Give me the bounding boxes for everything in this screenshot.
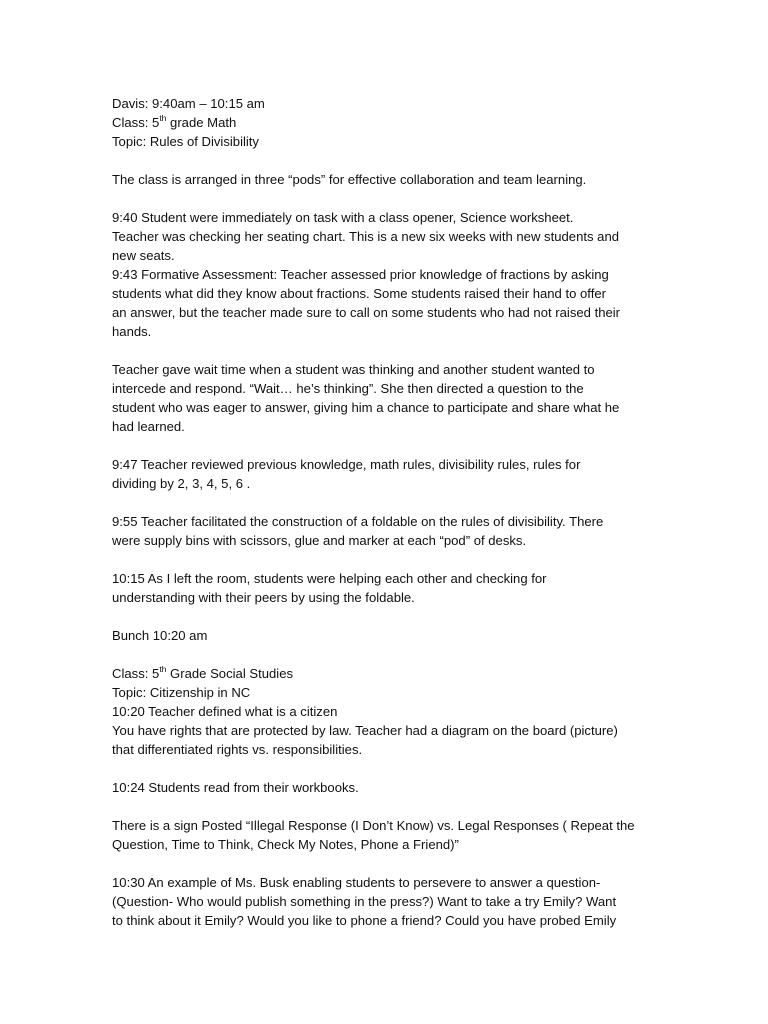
paragraph-line: You have rights that are protected by law. Teacher had a diagram on the board (picture) (112, 723, 618, 738)
class-line: Class: 5th grade Math (112, 112, 237, 130)
session-time: Bunch 10:20 am (112, 628, 208, 643)
paragraph-line: understanding with their peers by using the foldable. (112, 590, 415, 605)
class-line: Class: 5th Grade Social Studies (112, 663, 294, 681)
paragraph-line: 9:43 Formative Assessment: Teacher assessed prior knowledge of fractions by asking (112, 267, 609, 282)
topic-line: Topic: Rules of Divisibility (112, 134, 259, 149)
paragraph-line: Teacher gave wait time when a student was thinking and another student wanted to (112, 362, 595, 377)
ordinal-suffix: th (159, 663, 167, 674)
paragraph-line: 9:40 Student were immediately on task with a class opener, Science worksheet. (112, 210, 574, 225)
paragraph-line: 9:47 Teacher reviewed previous knowledge, math rules, divisibility rules, rules for (112, 457, 581, 472)
topic-line: Topic: Citizenship in NC (112, 685, 251, 700)
paragraph-line: an answer, but the teacher made sure to call on some students who had not raised their (112, 305, 621, 320)
paragraph-line: 10:30 An example of Ms. Busk enabling students to persevere to answer a question- (112, 875, 601, 890)
paragraph-line: Teacher was checking her seating chart. This is a new six weeks with new students and (112, 229, 620, 244)
paragraph-line: to think about it Emily? Would you like to phone a friend? Could you have probed Emily (112, 913, 617, 928)
intro-paragraph: The class is arranged in three “pods” for effective collaboration and team learning. (112, 172, 587, 187)
paragraph-line: students what did they know about fractions. Some students raised their hand to offer (112, 286, 606, 301)
paragraph-line: dividing by 2, 3, 4, 5, 6 . (112, 476, 251, 491)
paragraph-line: (Question- Who would publish something in the press?) Want to take a try Emily? Want (112, 894, 617, 909)
paragraph-line: Question, Time to Think, Check My Notes, Phone a Friend)” (112, 837, 459, 852)
paragraph-line: intercede and respond. “Wait… he’s thinking”. She then directed a question to the (112, 381, 584, 396)
paragraph-line: 9:55 Teacher facilitated the construction of a foldable on the rules of divisibility. There (112, 514, 604, 529)
paragraph-line: 10:15 As I left the room, students were helping each other and checking for (112, 571, 547, 586)
session-time: Davis: 9:40am – 10:15 am (112, 96, 265, 111)
paragraph-line: student who was eager to answer, giving him a chance to participate and share what he (112, 400, 620, 415)
paragraph-line: 10:24 Students read from their workbooks. (112, 780, 359, 795)
paragraph-line: were supply bins with scissors, glue and marker at each “pod” of desks. (112, 533, 527, 548)
paragraph-line: hands. (112, 324, 152, 339)
paragraph-line: had learned. (112, 419, 185, 434)
paragraph-line: 10:20 Teacher defined what is a citizen (112, 704, 338, 719)
paragraph-line: There is a sign Posted “Illegal Response (I Don’t Know) vs. Legal Responses ( Repeat the (112, 818, 635, 833)
ordinal-suffix: th (159, 112, 167, 123)
document-page (112, 94, 660, 930)
paragraph-line: new seats. (112, 248, 175, 263)
paragraph-line: that differentiated rights vs. responsibilities. (112, 742, 363, 757)
